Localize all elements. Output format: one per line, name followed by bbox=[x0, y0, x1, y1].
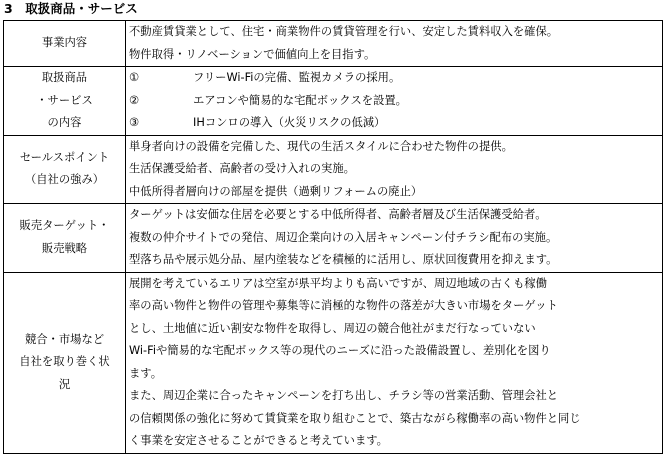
table-row-selling-points bbox=[4, 135, 663, 204]
content-line: 展開を考えているエリアは空室が県平均よりも高いですが、周辺地域の古くも稼働 bbox=[129, 276, 547, 290]
content-line: また、周辺企業に合ったキャンペーンを打ち出し、チラシ等の営業活動、管理会社と bbox=[129, 389, 559, 402]
content-line: 中低所得者層向けの部屋を提供（過剰リフォームの廃止） bbox=[129, 184, 423, 198]
row-content-sales-strategy bbox=[126, 204, 663, 273]
label-line: の内容 bbox=[47, 116, 82, 129]
row-content-products-services bbox=[126, 67, 663, 136]
content-line: の信頼関係の強化に努めて賃貸業を取り組むことで、築古ながら稼働率の高い物件と同じ bbox=[129, 411, 581, 425]
row-label-business-content bbox=[4, 21, 126, 67]
row-content-market-situation bbox=[126, 272, 663, 453]
list-item bbox=[129, 90, 662, 113]
label-line: 自社を取り巻く状 bbox=[19, 355, 110, 369]
row-label-sales-strategy bbox=[4, 204, 126, 273]
content-line: 率の高い物件と物件の管理や募集等に消極的な物件の落差が大きい市場をターゲット bbox=[129, 299, 558, 312]
label-line: 況 bbox=[58, 377, 71, 391]
content-line: ターゲットは安価な住居を必要とする中低所得者、高齢者層及び生活保護受給者。 bbox=[129, 208, 547, 221]
item-number: ③ bbox=[129, 116, 140, 129]
item-number: ② bbox=[129, 93, 140, 107]
content-line: 生活保護受給者、高齢者の受け入れの実施。 bbox=[129, 162, 355, 175]
business-overview-table bbox=[3, 20, 663, 454]
content-line: 複数の仲介サイトでの発信、周辺企業向けの入居キャンペーン付チラシ配布の実施。 bbox=[129, 230, 558, 244]
label-line: 取扱商品 bbox=[41, 71, 88, 84]
section-heading: 3 取扱商品・サービス bbox=[4, 1, 138, 16]
table-row-business-content bbox=[4, 21, 663, 67]
label-line: （自社の強み） bbox=[24, 173, 105, 187]
label-line: セールスポイント bbox=[19, 150, 110, 164]
item-text: IHコンロの導入（火災リスクの低減） bbox=[193, 116, 386, 129]
row-label-selling-points bbox=[4, 135, 126, 204]
table-row-sales-strategy bbox=[4, 204, 663, 273]
label-line: 競合・市場など bbox=[24, 332, 105, 346]
row-label-products-services bbox=[4, 67, 126, 136]
content-line: 型落ち品や展示処分品、屋内塗装などを積極的に活用し、原状回復費用を抑えます。 bbox=[129, 253, 558, 266]
label-line: ・サービス bbox=[36, 93, 93, 107]
label-line: 販売戦略 bbox=[41, 241, 88, 255]
content-line: く事業を安定させることができると考えています。 bbox=[129, 434, 388, 447]
content-line: 単身者向けの設備を完備した、現代の生活スタイルに合わせた物件の提供。 bbox=[129, 139, 513, 153]
item-text: フリーWi-Fiの完備、監視カメラの採用。 bbox=[193, 71, 401, 84]
row-content-selling-points bbox=[126, 135, 663, 204]
item-number: ① bbox=[129, 71, 140, 84]
list-item bbox=[129, 112, 662, 135]
content-line: ます。 bbox=[129, 366, 162, 380]
row-label-market-situation bbox=[4, 272, 126, 453]
content-line: 不動産賃貸業として、住宅・商業物件の賃貸管理を行い、安定した賃料収入を確保。 bbox=[129, 25, 559, 38]
content-line: Wi-Fiや簡易的な宅配ボックス等の現代のニーズに沿った設備設置し、差別化を図り bbox=[129, 344, 551, 357]
table-row-products-services bbox=[4, 67, 663, 136]
table-row-market-situation bbox=[4, 272, 663, 453]
label-line: 販売ターゲット・ bbox=[19, 219, 110, 233]
list-item bbox=[129, 67, 662, 90]
label-line: 事業内容 bbox=[41, 36, 88, 50]
content-line: とし、土地値に近い割安な物件を取得し、周辺の競合他社がまだ行なっていない bbox=[129, 321, 536, 335]
row-content-business-content bbox=[126, 21, 663, 67]
item-text: エアコンや簡易的な宅配ボックスを設置。 bbox=[193, 93, 407, 107]
content-line: 物件取得・リノベーションで価値向上を目指す。 bbox=[129, 47, 376, 61]
